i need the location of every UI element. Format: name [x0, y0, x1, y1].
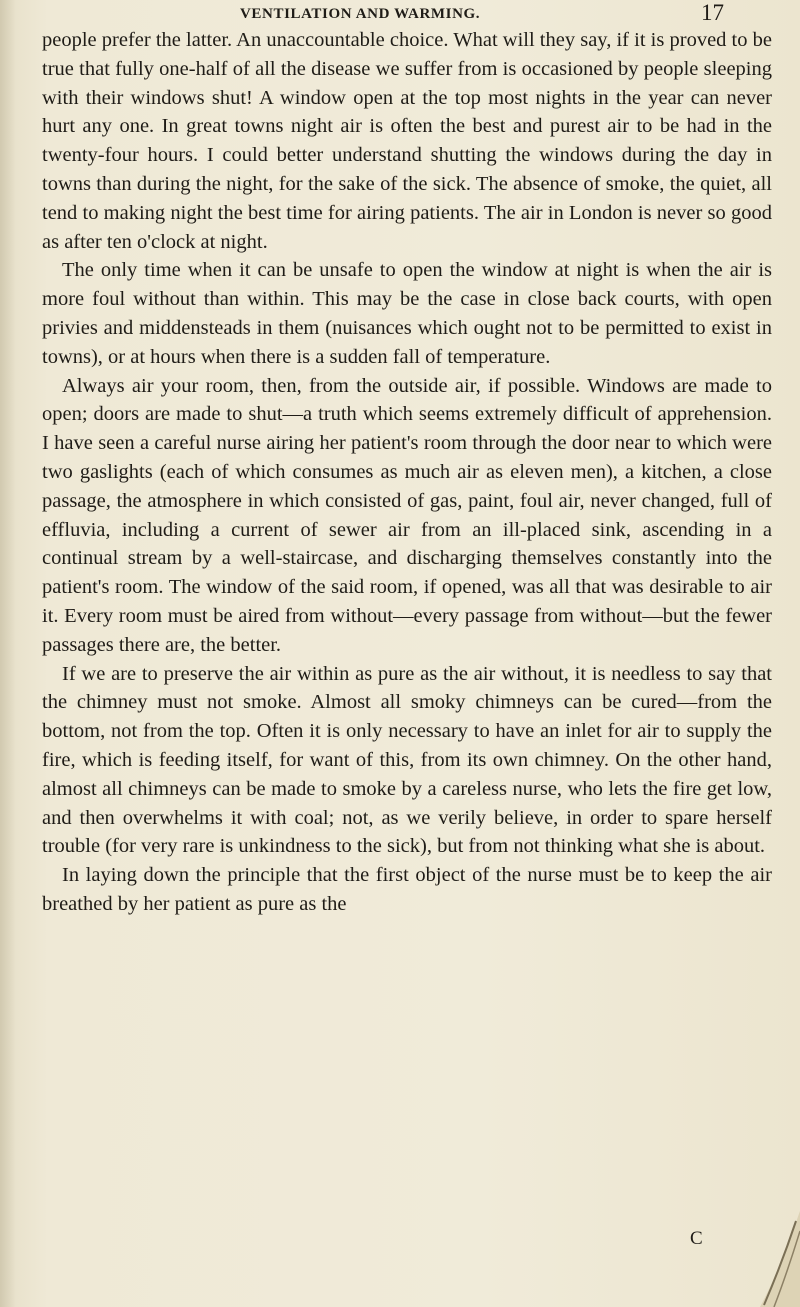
signature-mark: C	[690, 1228, 703, 1249]
paragraph-5: In laying down the principle that the first object of the nurse must be to keep the air breathed by her patient as pure as the	[42, 864, 772, 915]
body-text	[42, 26, 772, 919]
running-title: VENTILATION AND WARMING.	[240, 6, 481, 22]
gutter-shadow	[0, 0, 16, 1307]
paragraph-4: If we are to preserve the air within as pure as the air without, it is needless to say that the chimney must not smoke. Almost all smoky chimneys can be cured—from the bottom, not from the top. Often it is only necessary to have an inlet for air to supply the fire, which is feeding itself, for want of this, from its own chimney. On the other hand, almost all chimneys can be made to smoke by a careless nurse, who lets the fire get low, and then overwhelms it with coal; not, as we verily believe, in order to spare herself trouble (for very rare is unkindness to the sick), but from not thinking what she is about.	[42, 662, 772, 858]
paragraph-1: people prefer the latter. An unaccountable choice. What will they say, if it is proved to be true that fully one-half of all the disease we suffer from is occasioned by people sleeping with their windows shut! A window open at the top most nights in the year can never hurt any one. In great towns night air is often the best and purest air to be had in the twenty-four hours. I could better understand shutting the windows during the day in towns than during the night, for the sake of the sick. The absence of smoke, the quiet, all tend to making night the best time for airing patients. The air in London is never so good as after ten o'clock at night.	[42, 29, 772, 253]
page-number: 17	[701, 0, 724, 25]
paragraph-3: Always air your room, then, from the outside air, if possible. Windows are made to open; doors are made to shut—a truth which seems extremely difficult of apprehension. I have seen a careful nurse airing her patient's room through the door near to which were two gaslights (each of which consumes as much air as eleven men), a kitchen, a close passage, the atmosphere in which consisted of gas, paint, foul air, never changed, full of effluvia, including a current of sewer air from an ill-placed sink, ascending in a continual stream by a well-staircase, and discharging themselves constantly into the patient's room. The window of the said room, if opened, was all that was desirable to air it. Every room must be aired from without—every passage from without—but the fewer passages there are, the better.	[42, 374, 772, 656]
paragraph-2: The only time when it can be unsafe to open the window at night is when the air is more foul without than within. This may be the case in close back courts, with open privies and middensteads in them (nuisances which ought not to be permitted to exist in towns), or at hours when there is a sudden fall of temperature.	[42, 259, 772, 368]
page-corner-curl	[756, 1211, 800, 1307]
